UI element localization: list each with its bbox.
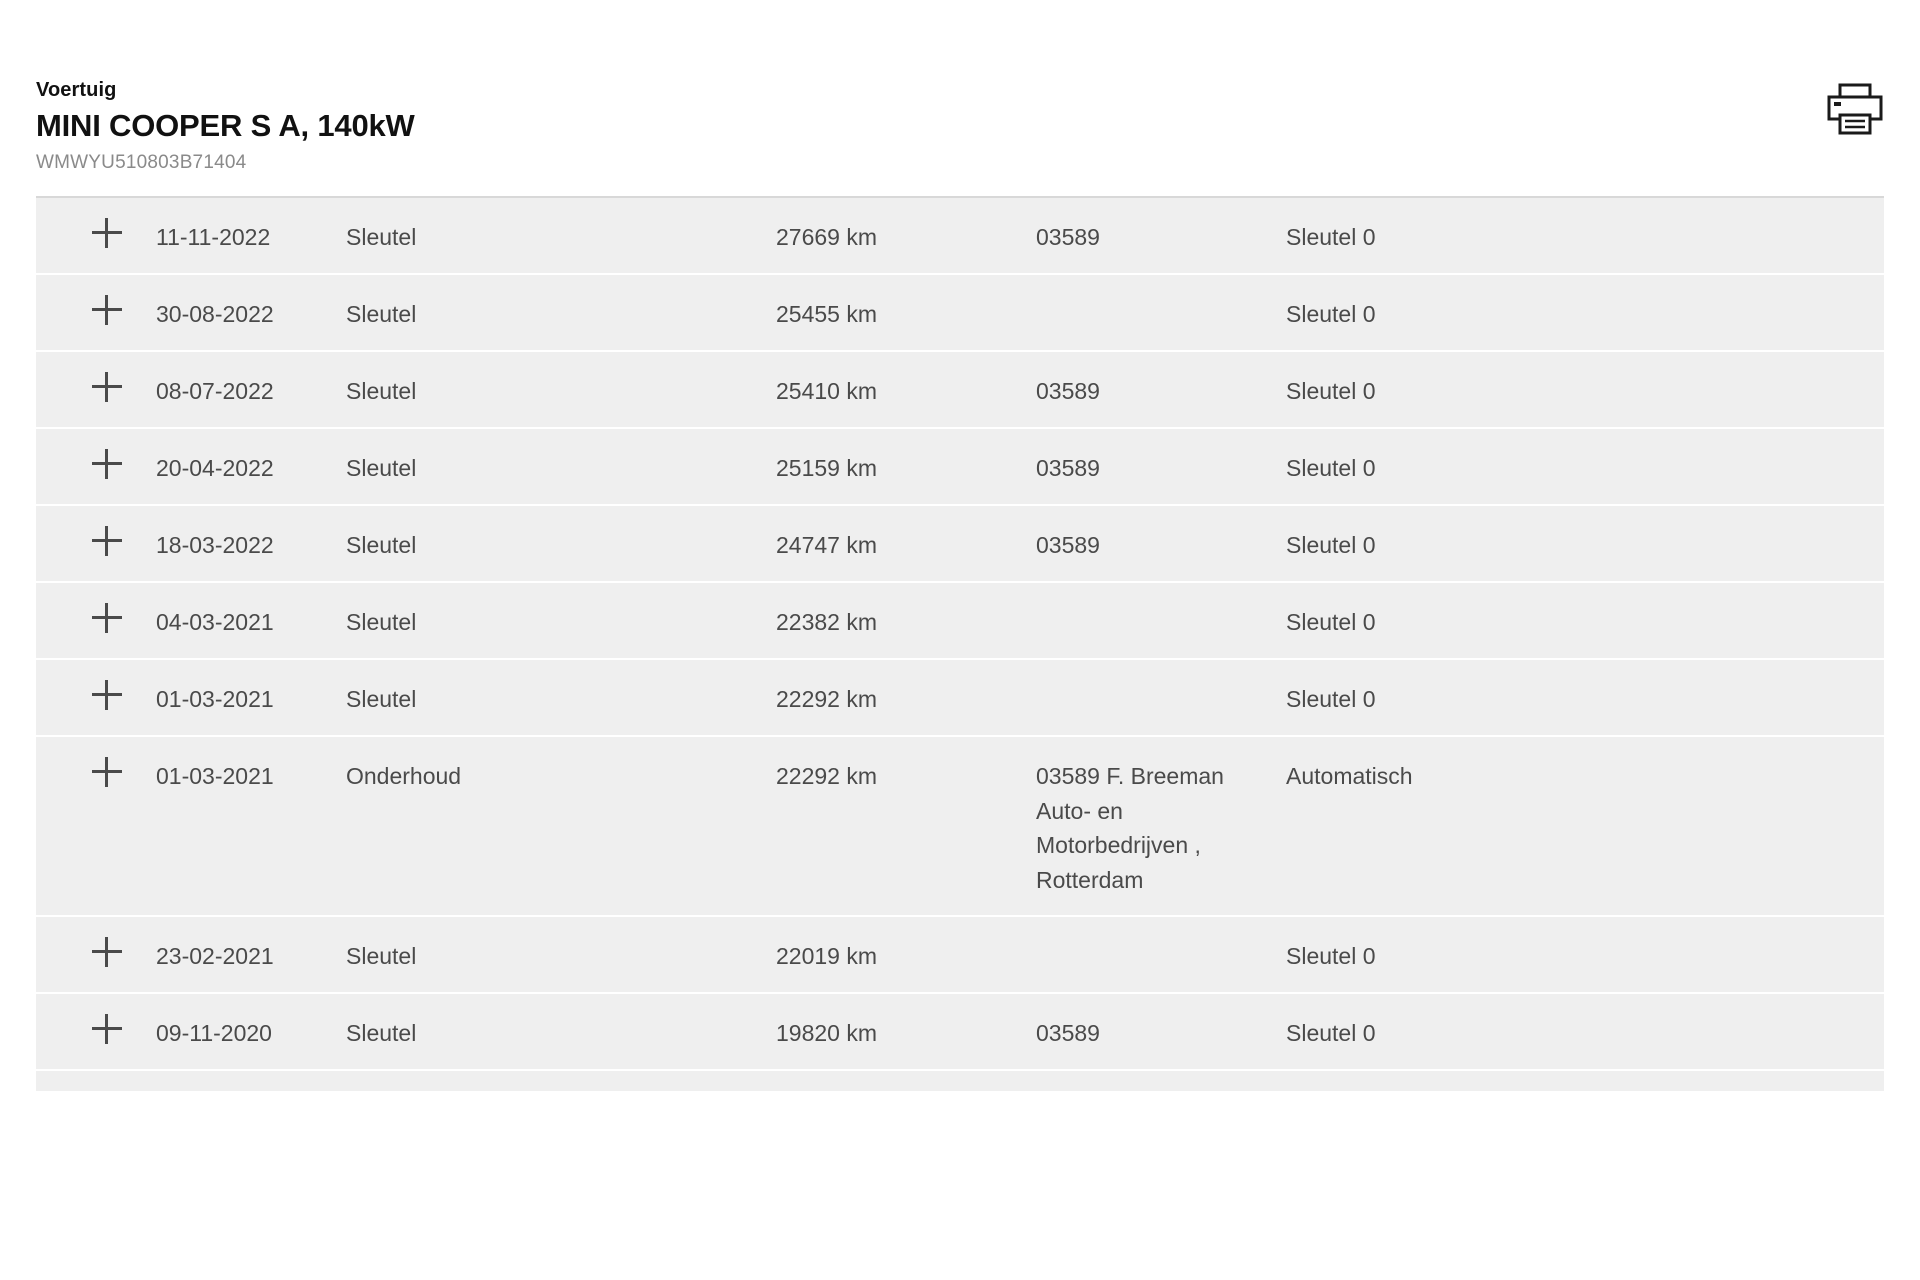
print-icon[interactable] bbox=[1826, 82, 1884, 136]
row-source: Sleutel 0 bbox=[1286, 378, 1376, 405]
table-row[interactable] bbox=[36, 275, 1884, 352]
expand-cell[interactable] bbox=[36, 660, 156, 728]
row-source: Sleutel 0 bbox=[1286, 1020, 1376, 1047]
row-type: Sleutel bbox=[346, 609, 417, 636]
row-source: Sleutel 0 bbox=[1286, 455, 1376, 482]
row-date: 18-03-2022 bbox=[156, 532, 274, 559]
row-type: Sleutel bbox=[346, 943, 417, 970]
plus-icon[interactable] bbox=[92, 295, 122, 325]
row-dealer bbox=[1036, 660, 1286, 700]
expand-cell[interactable] bbox=[36, 583, 156, 651]
row-mileage: 22382 km bbox=[776, 609, 878, 636]
row-dealer: 03589 bbox=[1036, 224, 1100, 251]
row-date: 20-04-2022 bbox=[156, 455, 274, 482]
row-mileage: 25159 km bbox=[776, 455, 878, 482]
plus-icon[interactable] bbox=[92, 1014, 122, 1044]
row-source: Sleutel 0 bbox=[1286, 532, 1376, 559]
row-type: Sleutel bbox=[346, 1020, 417, 1047]
vehicle-vin: WMWYU510803B71404 bbox=[36, 151, 247, 173]
row-date: 04-03-2021 bbox=[156, 609, 274, 636]
row-date: 08-07-2022 bbox=[156, 378, 274, 405]
row-mileage: 25410 km bbox=[776, 378, 878, 405]
row-date: 23-02-2021 bbox=[156, 943, 274, 970]
table-row-partial bbox=[36, 1071, 1884, 1091]
table-row[interactable] bbox=[36, 352, 1884, 429]
row-dealer: 03589 F. Breeman Auto- en Motorbedrijven , Rotterdam bbox=[1036, 763, 1224, 893]
table-row[interactable] bbox=[36, 917, 1884, 994]
table-row[interactable] bbox=[36, 506, 1884, 583]
row-source: Sleutel 0 bbox=[1286, 301, 1376, 328]
row-dealer: 03589 bbox=[1036, 1020, 1100, 1047]
page-title: MINI COOPER S A, 140kW bbox=[36, 108, 415, 143]
plus-icon[interactable] bbox=[92, 757, 122, 787]
row-type: Sleutel bbox=[346, 224, 417, 251]
table-row[interactable] bbox=[36, 429, 1884, 506]
plus-icon[interactable] bbox=[92, 449, 122, 479]
row-dealer: 03589 bbox=[1036, 378, 1100, 405]
table-row[interactable] bbox=[36, 737, 1884, 917]
row-dealer: 03589 bbox=[1036, 455, 1100, 482]
row-date: 01-03-2021 bbox=[156, 686, 274, 713]
plus-icon[interactable] bbox=[92, 372, 122, 402]
row-type: Sleutel bbox=[346, 532, 417, 559]
row-mileage: 25455 km bbox=[776, 301, 878, 328]
plus-icon[interactable] bbox=[92, 680, 122, 710]
row-type: Sleutel bbox=[346, 686, 417, 713]
row-date: 30-08-2022 bbox=[156, 301, 274, 328]
row-date: 11-11-2022 bbox=[156, 224, 271, 251]
row-source: Sleutel 0 bbox=[1286, 943, 1376, 970]
row-source: Sleutel 0 bbox=[1286, 609, 1376, 636]
row-dealer bbox=[1036, 275, 1286, 315]
row-source: Sleutel 0 bbox=[1286, 224, 1376, 251]
expand-cell[interactable] bbox=[36, 352, 156, 420]
table-row[interactable] bbox=[36, 660, 1884, 737]
row-type: Onderhoud bbox=[346, 763, 462, 790]
row-mileage: 22292 km bbox=[776, 763, 878, 790]
row-date: 01-03-2021 bbox=[156, 763, 274, 790]
row-dealer: 03589 bbox=[1036, 532, 1100, 559]
page-bottom-space bbox=[0, 1091, 1920, 1151]
row-type: Sleutel bbox=[346, 378, 417, 405]
expand-cell[interactable] bbox=[36, 737, 156, 805]
row-mileage: 27669 km bbox=[776, 224, 878, 251]
history-table bbox=[36, 198, 1884, 1091]
page-kicker: Voertuig bbox=[36, 79, 117, 101]
plus-icon[interactable] bbox=[92, 603, 122, 633]
row-type: Sleutel bbox=[346, 455, 417, 482]
expand-cell[interactable] bbox=[36, 994, 156, 1062]
expand-cell[interactable] bbox=[36, 429, 156, 497]
plus-icon[interactable] bbox=[92, 937, 122, 967]
row-mileage: 24747 km bbox=[776, 532, 878, 559]
row-dealer bbox=[1036, 583, 1286, 623]
row-date: 09-11-2020 bbox=[156, 1020, 272, 1047]
table-row[interactable] bbox=[36, 583, 1884, 660]
row-dealer bbox=[1036, 917, 1286, 957]
row-type: Sleutel bbox=[346, 301, 417, 328]
expand-cell[interactable] bbox=[36, 198, 156, 266]
row-mileage: 22019 km bbox=[776, 943, 878, 970]
page-header bbox=[36, 0, 1884, 174]
table-row[interactable] bbox=[36, 198, 1884, 275]
row-mileage: 22292 km bbox=[776, 686, 878, 713]
table-row[interactable] bbox=[36, 994, 1884, 1071]
expand-cell[interactable] bbox=[36, 917, 156, 985]
expand-cell[interactable] bbox=[36, 506, 156, 574]
plus-icon[interactable] bbox=[92, 526, 122, 556]
plus-icon[interactable] bbox=[92, 218, 122, 248]
expand-cell[interactable] bbox=[36, 275, 156, 343]
row-source: Sleutel 0 bbox=[1286, 686, 1376, 713]
row-mileage: 19820 km bbox=[776, 1020, 878, 1047]
row-source: Automatisch bbox=[1286, 763, 1413, 790]
